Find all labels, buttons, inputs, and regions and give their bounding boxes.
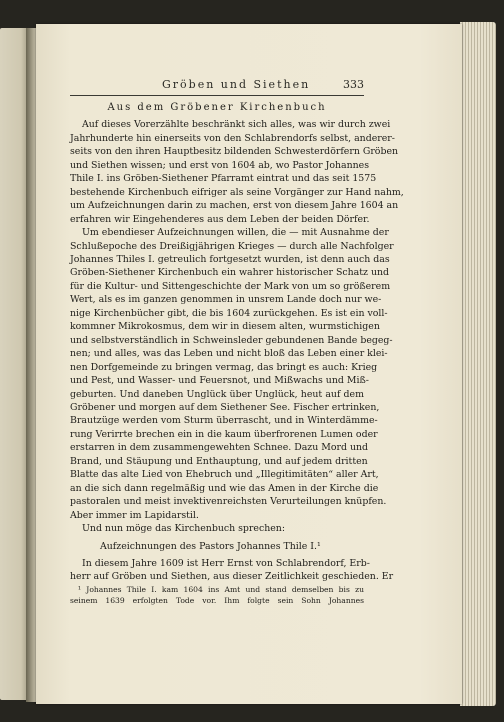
lines-line: rung Verirrte brechen ein in die kaum überfrorenen Lumen oder [70,428,378,440]
lines-line: erfahren wir Eingehenderes aus dem Leben der beiden Dörfer. [70,213,370,225]
page-stack-edge [460,22,496,706]
lines-line: für die Kultur- und Sittengeschichte der Mark von um so größerem [70,280,391,292]
lines-line: Schlußepoche des Dreißigjährigen Krieges — durch alle Nachfolger [70,240,394,252]
subheading: Aufzeichnungen des Pastors Johannes Thile I.¹ [100,540,321,552]
lines-line: erstarren in dem zusammengewehten Schnee. Dazu Mord und [70,442,369,454]
lines-line: nen; und alles, was das Leben und nicht bloß das Leben einer klei- [70,348,388,360]
lines-line: Thile I. ins Gröben-Siethener Pfarramt eintrat und das seit 1575 [70,173,377,185]
lines-line: Johannes Thiles I. getreulich fortgesetzt wurden, ist denn auch das [70,253,390,265]
page-number: 333 [343,78,364,91]
lines-line: geburten. Und daneben Unglück über Unglück, heut auf dem [70,388,364,400]
lines-line: Brautzüge werden vom Sturm überrascht, und in Winterdämme- [70,415,378,427]
lines-line: Aber immer im Lapidarstil. [70,509,199,521]
body2-line: In diesem Jahre 1609 ist Herr Ernst von Schlabrendorf, Erb- [82,557,370,569]
entry-text [70,557,394,584]
lines-line: Auf dieses Vorerzählte beschränkt sich alles, was wir durch zwei [82,119,391,131]
footnote-line: ¹ Johannes Thile I. kam 1604 ins Amt und stand demselben bis zu [78,584,364,594]
running-head [70,78,364,94]
lines-line: seits von den ihren Hauptbesitz bildenden Schwesterdörfern Gröben [70,146,399,158]
header-rule [70,95,364,96]
body2-line: herr auf Gröben und Siethen, aus dieser Zeitlichkeit geschieden. Er [70,571,394,583]
lines-line: Brand, und Stäupung und Enthauptung, und auf jedem dritten [70,455,368,467]
page-text [70,101,404,606]
lines-line: Jahrhunderte hin einerseits von den Schlabrendorfs selbst, anderer- [70,132,395,144]
lines-line: bestehende Kirchenbuch eifriger als seine Vorgänger zur Hand nahm, [70,186,404,198]
lines-line: Gröben-Siethener Kirchenbuch ein wahrer historischer Schatz und [70,267,390,279]
lines-line: nige Kirchenbücher gibt, die bis 1604 zurückgehen. Es ist ein voll- [70,307,388,319]
lines-line: Um ebendieser Aufzeichnungen willen, die — mit Ausnahme der [82,227,389,239]
lines-line: um Aufzeichnungen darin zu machen, erst von diesem Jahre 1604 an [70,200,399,212]
lines-line: und Pest, und Wasser- und Feuersnot, und Mißwachs und Miß- [70,375,369,387]
lines-line: und Siethen wissen; und erst von 1604 ab, wo Pastor Johannes [70,159,370,171]
lines-line: und selbstverständlich in Schweinsleder gebundenen Bande begeg- [70,334,393,346]
lines-line: Gröbener und morgen auf dem Siethener See. Fischer ertrinken, [70,401,380,413]
lines-line: kommner Mikrokosmus, dem wir in diesem alten, wurmstichigen [70,321,380,333]
lines-line: Wert, als es im ganzen genommen in unsrem Lande doch nur we- [70,294,382,306]
lines-line: an die sich dann regelmäßig und wie das Amen in der Kirche die [70,482,379,494]
footnote-line: seinem 1639 erfolgten Tode vor. Ihm folgte sein Sohn Johannes [70,595,364,605]
lines-line: Blatte das alte Lied von Ehebruch und „Illegitimitäten“ aller Art, [70,469,379,481]
main-paragraphs [70,118,404,535]
lines-line: pastoralen und meist invektivenreichsten Verurteilungen knüpfen. [70,496,387,508]
lines-line: Und nun möge das Kirchenbuch sprechen: [82,523,285,535]
footnote [70,584,364,606]
running-title: Gröben und Siethen [162,78,311,91]
section-heading: Aus dem Gröbener Kirchenbuch [107,102,327,113]
lines-line: nen Dorfgemeinde zu bringen vermag, das bringt es auch: Krieg [70,361,378,373]
